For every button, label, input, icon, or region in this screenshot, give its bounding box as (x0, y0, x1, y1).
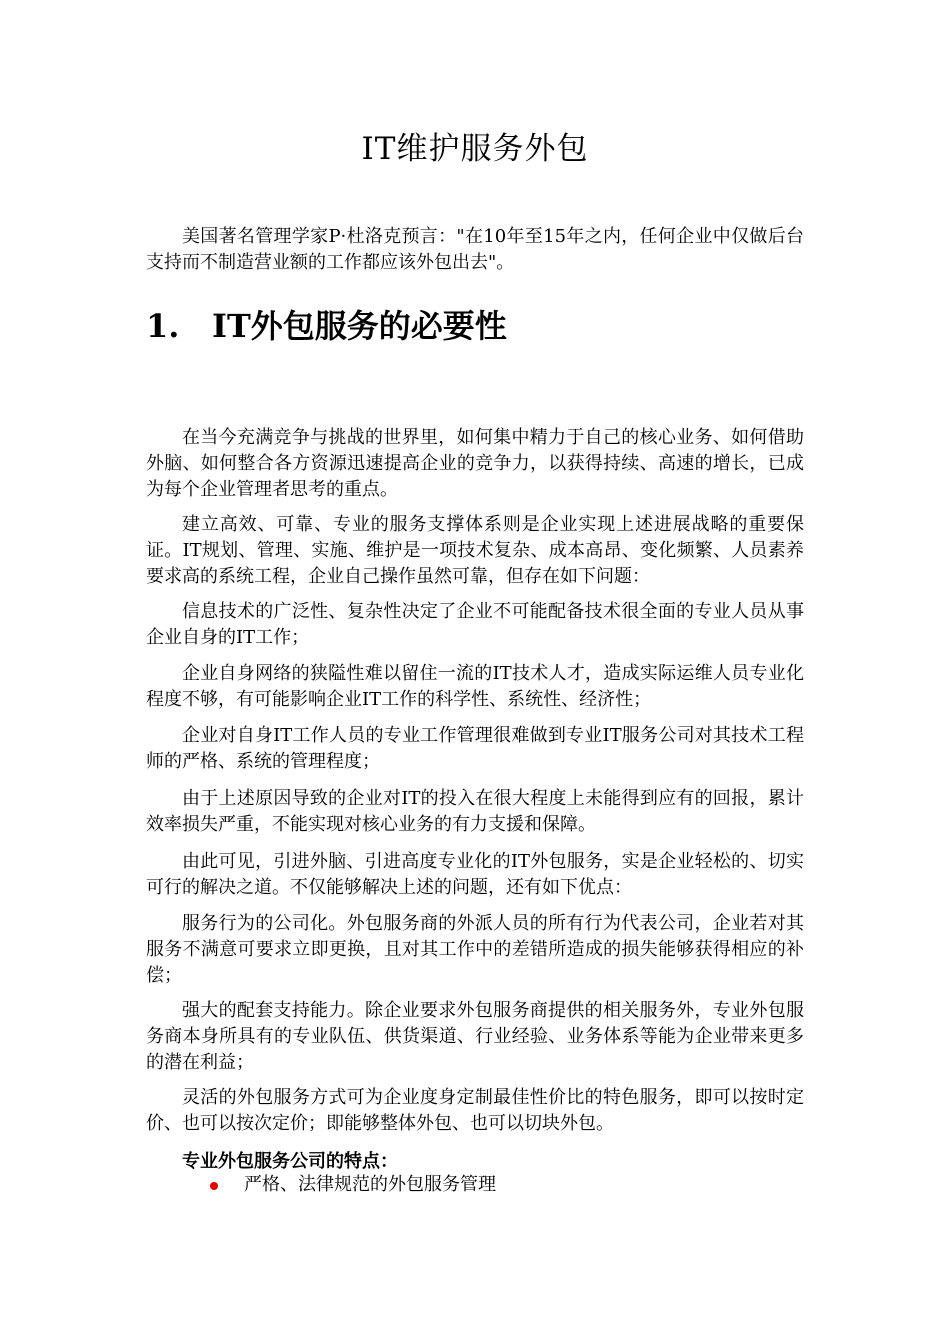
body-paragraph: 服务行为的公司化。外包服务商的外派人员的所有行为代表公司，企业若对其服务不满意可要求立即更换，且对其工作中的差错所造成的损失能够获得相应的补偿； (146, 913, 804, 986)
body-paragraph: 灵活的外包服务方式可为企业度身定制最佳性价比的特色服务，即可以按时定价、也可以按次定价；即能够整体外包、也可以切块外包。 (146, 1087, 804, 1134)
subheading: 专业外包服务公司的特点： (182, 1151, 398, 1172)
body-paragraph: 企业自身网络的狭隘性难以留住一流的IT技术人才，造成实际运维人员专业化程度不够，有可能影响企业IT工作的科学性、系统性、经济性； (146, 663, 804, 710)
document-title: IT维护服务外包 (361, 131, 589, 167)
body-paragraph: 由此可见，引进外脑、引进高度专业化的IT外包服务，实是企业轻松的、切实可行的解决之道。不仅能够解决上述的问题，还有如下优点： (146, 851, 804, 898)
section-heading (146, 302, 507, 350)
section-heading-text: IT外包服务的必要性 (212, 307, 507, 345)
body-paragraph: 在当今充满竞争与挑战的世界里，如何集中精力于自己的核心业务、如何借助外脑、如何整合各方资源迅速提高企业的竞争力，以获得持续、高速的增长，已成为每个企业管理者思考的重点。 (146, 427, 804, 500)
section-number: 1. (146, 307, 180, 345)
bullet-dot-icon (210, 1182, 218, 1190)
body-paragraph: 企业对自身IT工作人员的专业工作管理很难做到专业IT服务公司对其技术工程师的严格、系统的管理程度； (146, 725, 804, 772)
bullet-item: 严格、法律规范的外包服务管理 (244, 1174, 496, 1195)
body-paragraph: 信息技术的广泛性、复杂性决定了企业不可能配备技术很全面的专业人员从事企业自身的IT工作； (146, 601, 804, 648)
body-paragraph: 由于上述原因导致的企业对IT的投入在很大程度上未能得到应有的回报，累计效率损失严重，不能实现对核心业务的有力支援和保障。 (146, 788, 804, 835)
body-paragraph: 建立高效、可靠、专业的服务支撑体系则是企业实现上述进展战略的重要保证。IT规划、管理、实施、维护是一项技术复杂、成本高昂、变化频繁、人员素养要求高的系统工程，企业自己操作虽然可靠，但存在如下问题： (146, 514, 804, 587)
intro-paragraph: 美国著名管理学家P·杜洛克预言："在10年至15年之内，任何企业中仅做后台支持而不制造营业额的工作都应该外包出去"。 (146, 226, 804, 273)
body-paragraph: 强大的配套支持能力。除企业要求外包服务商提供的相关服务外，专业外包服务商本身所具有的专业队伍、供货渠道、行业经验、业务体系等能为企业带来更多的潜在利益； (146, 1000, 804, 1073)
